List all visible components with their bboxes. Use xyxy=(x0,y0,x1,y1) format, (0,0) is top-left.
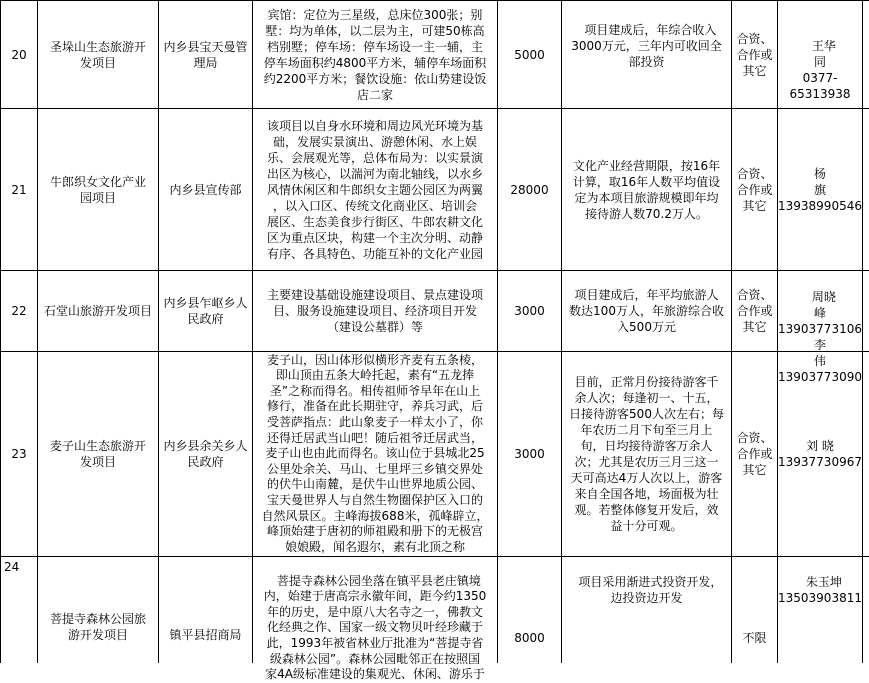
project-description: 麦子山，因山体形似横形齐麦有五条棱， 即山顶由五条大岭托起，素有“五龙捧 圣”之称而得名。相传祖师爷早年在山上 修行，准备在此长期驻守，养兵习武，后 受菩萨指点：此山象麦子一样太小了，你 还得迁居武当山吧！随后祖爷迁居武当， 麦子山也由此而得名。该山位于县城北25 公里处余关、马山、七里坪三乡镇交界处 的伏牛山南麓，是伏牛山世界地质公园、 宝天曼世界人与自然生物圈保护区入口的 自然风景区。主峰海拔688米，孤峰辟立， 峰顶始建于唐初的师祖殿和册下的无极宫 娘娘殿，闻名遐尔，素有北顶之称 xyxy=(261,352,489,554)
investment-amount: 8000 xyxy=(514,631,545,645)
table-row xyxy=(1,109,37,270)
project-name: 牛郎织女文化产业 园项目 xyxy=(49,174,146,205)
project-name: 圣垛山生态旅游开 发项目 xyxy=(49,39,146,70)
cooperation-mode: 合资、 合作或 其它 xyxy=(736,31,773,78)
contact-info: 刘 晓 13937730967 xyxy=(778,439,862,469)
department: 内乡县乍岖乡人 民政府 xyxy=(163,296,248,326)
project-description: 宾馆：定位为三星级，总床位300张；别 墅：均为单体，以二层为主，可建50栋高 档别墅；停车场：停车场设一主一辅，主 停车场面积约4800平方米，辅停车场面积 约2200平方米；餐饮设施：依山势建设饭 店二家 xyxy=(263,7,487,102)
table-row xyxy=(1,271,37,351)
row-number: 22 xyxy=(11,304,27,318)
economic-benefit: 文化产业经营期限，按16年 计算，取16年人数平均值设 定为本项目旅游规模即年均 接待游人数70.2万人。 xyxy=(572,158,721,221)
table-border xyxy=(862,0,863,663)
contact-info: 王华 同 0377- 65313938 xyxy=(789,39,851,101)
economic-benefit: 项目采用渐进式投资开发， 边投资边开发 xyxy=(578,575,723,605)
department: 内乡县宝天曼管 理局 xyxy=(163,39,248,70)
cooperation-mode: 合资、 合作或 其它 xyxy=(736,166,773,213)
contact-info: 朱玉坤 13503903811 xyxy=(778,575,862,605)
investment-amount: 5000 xyxy=(514,47,545,62)
table-row xyxy=(1,1,37,108)
economic-benefit: 项目建成后，年平均旅游人 数达100万人，年旅游综合收 入500万元 xyxy=(569,288,724,334)
table-row xyxy=(1,352,37,556)
project-description: 主要建设基础设施建设项目、景点建设项 目、服务设施建设项目、经济项目开发 （建设公墓群）等 xyxy=(266,288,483,334)
investment-amount: 28000 xyxy=(510,182,549,197)
table-border xyxy=(0,556,869,557)
project-description: 该项目以自身水环境和周边风光环境为基 础，发展实景演出、游憩休闲、水上娱 乐、会展观光等，总体布局为：以实景演 出区为核心，以湍河为南北轴线，以水乡 风情休闲区和牛郎织女主题公园区为两翼 ，以入口区、传统文化商业区、培训会 展区、生态美食步行街区、牛郎农耕文化 区为重点区块，构建一个主次分明、动静 有序、各具特色、功能互补的文化产业园 xyxy=(266,118,483,261)
department: 内乡县宣传部 xyxy=(169,182,242,197)
project-name: 石堂山旅游开发项目 xyxy=(43,304,152,318)
economic-benefit: 项目建成后，年综合收入 3000万元，三年内可收回全 部投资 xyxy=(571,23,722,69)
investment-amount: 3000 xyxy=(514,304,545,318)
department: 内乡县余关乡人 民政府 xyxy=(163,439,248,469)
project-name: 麦子山生态旅游开 发项目 xyxy=(49,439,146,469)
cooperation-mode: 合资、 合作或 其它 xyxy=(736,288,773,334)
cooperation-mode: 合资、 合作或 其它 xyxy=(736,431,773,477)
economic-benefit: 目前，正常月份接待游客千 余人次；每逢初一、十五， 日接待游客500人次左右；每 年农历二月下旬至三月上 旬，日均接待游客万余人 次；尤其是农历三月三这一 天可高达4万人次以上，游客 来自全国各地，场面极为壮 观。若整体修复开发后，效 益十分可观。 xyxy=(569,375,724,533)
project-name: 菩提寺森林公园旅 游开发项目 xyxy=(49,611,146,642)
department: 镇平县招商局 xyxy=(169,628,242,642)
row-number: 24 xyxy=(4,560,20,574)
row-number: 20 xyxy=(11,47,27,62)
cooperation-mode: 不限 xyxy=(742,631,767,645)
investment-amount: 3000 xyxy=(514,447,545,461)
contact-info: 杨 旗 13938990546 xyxy=(778,166,862,213)
table-row xyxy=(4,559,37,579)
row-number: 23 xyxy=(11,447,27,461)
row-number: 21 xyxy=(11,182,27,197)
contact-info: 周晓 峰 13903773106 李 伟 13903773090 xyxy=(778,290,862,384)
project-description: 菩提寺森林公园坐落在镇平县老庄镇境 内，始建于唐高宗永徽年间，距今约1350 年的历史，是中原八大名寺之一，佛教文 化经典之作、国家一级文物贝叶经珍藏于 此，1993年被省林业厅批准为“菩提寺省 级森林公园”。森林公园毗邻正在按照国 家4A级标准建设的集观光、休闲、游乐于 xyxy=(263,573,487,682)
